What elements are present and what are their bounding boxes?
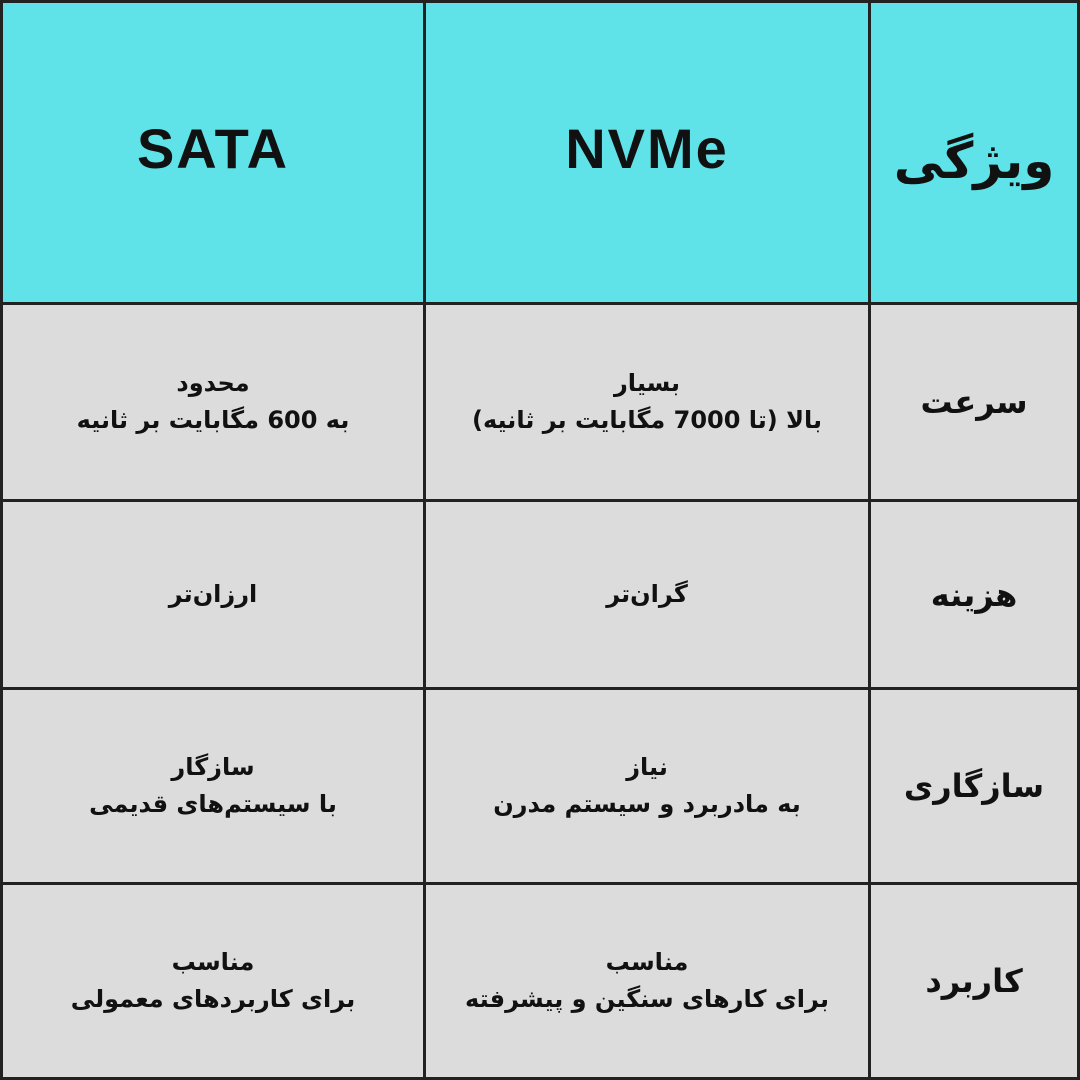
feature-cell-cost bbox=[871, 502, 1080, 690]
feature-cell-speed bbox=[871, 305, 1080, 502]
table-cell-nvme-cost bbox=[426, 502, 871, 690]
table-cell-nvme-speed bbox=[426, 305, 871, 502]
cell-text: محدود bbox=[176, 369, 250, 397]
header-cell-feature bbox=[871, 0, 1080, 305]
table-cell-sata-speed bbox=[0, 305, 426, 502]
cell-text: ارزان‌تر bbox=[168, 580, 258, 608]
feature-label: سرعت bbox=[920, 383, 1028, 421]
cell-text: به 600 مگابایت بر ثانیه bbox=[76, 406, 350, 434]
cell-text: بالا (تا 7000 مگابایت بر ثانیه) bbox=[471, 406, 823, 434]
table-cell-nvme-usage bbox=[426, 885, 871, 1080]
feature-label: سازگاری bbox=[903, 767, 1045, 805]
feature-label: کاربرد bbox=[925, 962, 1023, 1000]
cell-text: برای کاربردهای معمولی bbox=[70, 985, 356, 1013]
cell-text: به مادربرد و سیستم مدرن bbox=[493, 790, 801, 818]
header-nvme-label: NVMe bbox=[565, 117, 729, 180]
header-cell-nvme bbox=[426, 0, 871, 305]
header-sata-label: SATA bbox=[136, 117, 290, 180]
cell-text: برای کارهای سنگین و پیشرفته bbox=[465, 985, 829, 1013]
header-feature-label: ویژگی bbox=[893, 131, 1055, 190]
table-cell-sata-usage bbox=[0, 885, 426, 1080]
cell-text: نیاز bbox=[626, 753, 668, 781]
cell-text: با سیستم‌های قدیمی bbox=[89, 790, 337, 818]
table-cell-sata-cost bbox=[0, 502, 426, 690]
cell-text: سازگار bbox=[171, 753, 255, 781]
header-cell-sata bbox=[0, 0, 426, 305]
cell-text: مناسب bbox=[605, 948, 689, 976]
feature-label: هزینه bbox=[930, 575, 1018, 614]
cell-text: بسیار bbox=[613, 369, 681, 397]
cell-text: گران‌تر bbox=[606, 580, 688, 608]
feature-cell-compat bbox=[871, 690, 1080, 885]
feature-cell-usage bbox=[871, 885, 1080, 1080]
cell-text: مناسب bbox=[171, 948, 255, 976]
table-cell-sata-compat bbox=[0, 690, 426, 885]
table-cell-nvme-compat bbox=[426, 690, 871, 885]
